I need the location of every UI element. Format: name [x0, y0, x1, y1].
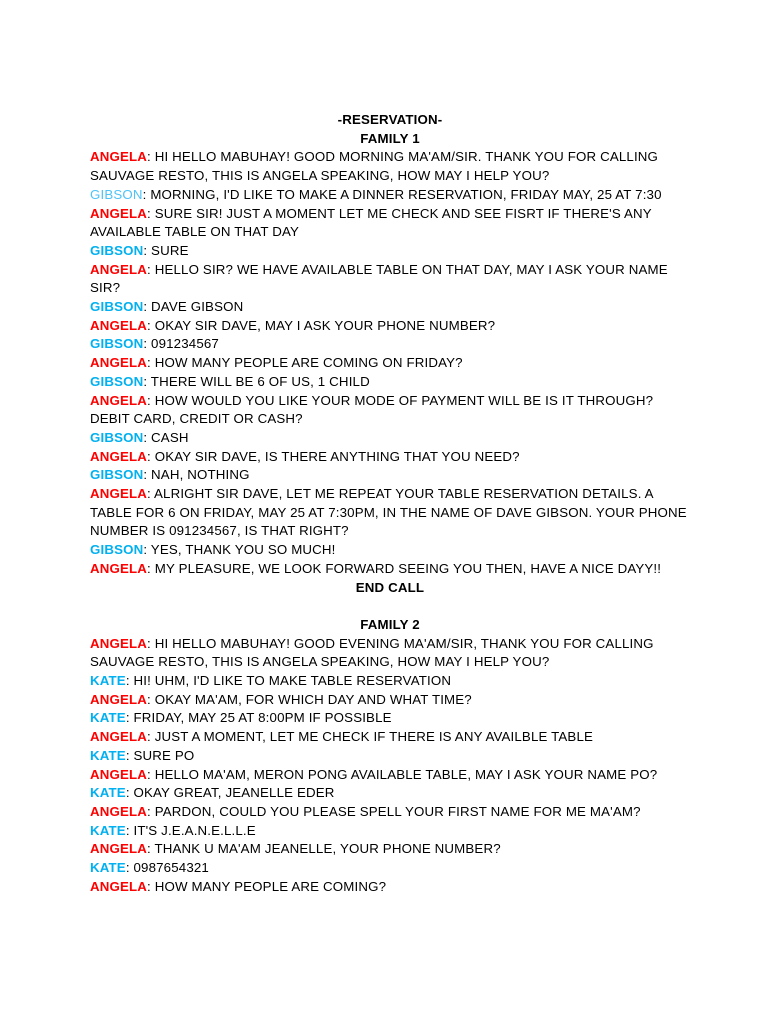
- speaker-name: ANGELA: [90, 878, 148, 894]
- dialogue-text: : OKAY SIR DAVE, MAY I ASK YOUR PHONE NUMBER?: [147, 317, 496, 333]
- speaker-name: ANGELA: [90, 149, 148, 165]
- family-1-heading: FAMILY 1: [360, 130, 420, 146]
- dialogue-text: : 0987654321: [125, 860, 209, 876]
- dialogue-text: : HELLO SIR? WE HAVE AVAILABLE TABLE ON THAT DAY, MAY I ASK YOUR NAME SIR?: [90, 261, 668, 296]
- speaker-name: KATE: [90, 785, 126, 801]
- dialogue-line: [90, 261, 690, 298]
- speaker-name: ANGELA: [90, 635, 148, 651]
- dialogue-line: [90, 803, 690, 822]
- speaker-name: ANGELA: [90, 392, 148, 408]
- dialogue-line: [90, 541, 690, 560]
- dialogue-line: [90, 878, 690, 897]
- speaker-name: KATE: [90, 673, 126, 689]
- speaker-name: ANGELA: [90, 355, 148, 371]
- dialogue-line: [90, 747, 690, 766]
- speaker-name: ANGELA: [90, 841, 148, 857]
- dialogue-text: : MY PLEASURE, WE LOOK FORWARD SEEING YOU THEN, HAVE A NICE DAYY!!: [147, 560, 662, 576]
- dialogue-text: : JUST A MOMENT, LET ME CHECK IF THERE IS ANY AVAILBLE TABLE: [147, 729, 594, 745]
- speaker-name: ANGELA: [90, 205, 148, 221]
- speaker-name: GIBSON: [90, 336, 144, 352]
- dialogue-line: [90, 728, 690, 747]
- speaker-name: ANGELA: [90, 261, 148, 277]
- speaker-name: KATE: [90, 822, 126, 838]
- dialogue-line: [90, 560, 690, 579]
- dialogue-line: [90, 822, 690, 841]
- speaker-name: KATE: [90, 747, 126, 763]
- speaker-name: ANGELA: [90, 317, 148, 333]
- dialogue-line: [90, 186, 690, 205]
- dialogue-text: : OKAY MA'AM, FOR WHICH DAY AND WHAT TIME?: [147, 691, 472, 707]
- speaker-name: ANGELA: [90, 804, 148, 819]
- dialogue-text: : SURE PO: [125, 747, 195, 763]
- dialogue-text: : NAH, NOTHING: [143, 467, 250, 483]
- speaker-name: KATE: [90, 860, 126, 876]
- dialogue-text: : THERE WILL BE 6 OF US, 1 CHILD: [143, 373, 370, 389]
- speaker-name: ANGELA: [90, 560, 148, 576]
- dialogue-line: [90, 635, 690, 672]
- speaker-name: GIBSON: [90, 242, 144, 258]
- dialogue-text: : YES, THANK YOU SO MUCH!: [143, 542, 336, 558]
- dialogue-line: [90, 335, 690, 354]
- speaker-name: GIBSON: [90, 299, 144, 315]
- dialogue-line: [90, 317, 690, 336]
- dialogue-text: : OKAY GREAT, JEANELLE EDER: [125, 785, 335, 801]
- speaker-name: GIBSON: [90, 429, 144, 445]
- dialogue-line: [90, 672, 690, 691]
- dialogue-text: : SURE: [143, 242, 189, 258]
- dialogue-line: [90, 354, 690, 373]
- dialogue-text: : MORNING, I'D LIKE TO MAKE A DINNER RESERVATION, FRIDAY MAY, 25 AT 7:30: [142, 186, 662, 202]
- dialogue-line: [90, 205, 690, 242]
- dialogue-text: : HELLO MA'AM, MERON PONG AVAILABLE TABLE, MAY I ASK YOUR NAME PO?: [147, 766, 658, 782]
- speaker-name: GIBSON: [90, 186, 143, 202]
- dialogue-line: [90, 148, 690, 185]
- document-title: -RESERVATION-: [337, 112, 443, 127]
- speaker-name: ANGELA: [90, 766, 148, 782]
- dialogue-line: [90, 859, 690, 878]
- dialogue-line: [90, 429, 690, 448]
- dialogue-text: : ALRIGHT SIR DAVE, LET ME REPEAT YOUR TABLE RESERVATION DETAILS. A TABLE FOR 6 ON FRIDAY, MAY 25 AT 7:30PM, IN THE NAME OF DAVE GIBSON. YOUR PHONE NUMBER IS 091234567, IS THAT RIGHT?: [90, 486, 687, 539]
- dialogue-text: : HI HELLO MABUHAY! GOOD MORNING MA'AM/SIR. THANK YOU FOR CALLING SAUVAGE RESTO, THIS IS ANGELA SPEAKING, HOW MAY I HELP YOU?: [90, 149, 659, 184]
- dialogue-line: [90, 691, 690, 710]
- dialogue-line: [90, 466, 690, 485]
- end-call-label: END CALL: [355, 579, 425, 595]
- dialogue-line: [90, 766, 690, 785]
- dialogue-line: [90, 298, 690, 317]
- dialogue-line: [90, 373, 690, 392]
- dialogue-text: : HI! UHM, I'D LIKE TO MAKE TABLE RESERVATION: [125, 673, 452, 689]
- dialogue-text: : IT'S J.E.A.N.E.L.L.E: [125, 822, 256, 838]
- dialogue-text: : FRIDAY, MAY 25 AT 8:00PM IF POSSIBLE: [125, 710, 392, 726]
- document-page: [90, 111, 690, 897]
- speaker-name: GIBSON: [90, 373, 144, 389]
- dialogue-text: : OKAY SIR DAVE, IS THERE ANYTHING THAT YOU NEED?: [147, 448, 520, 464]
- dialogue-text: : HI HELLO MABUHAY! GOOD EVENING MA'AM/SIR, THANK YOU FOR CALLING SAUVAGE RESTO, THIS IS ANGELA SPEAKING, HOW MAY I HELP YOU?: [90, 635, 654, 670]
- dialogue-text: : DAVE GIBSON: [143, 299, 244, 315]
- dialogue-line: [90, 448, 690, 467]
- dialogue-line: [90, 840, 690, 859]
- family-2-heading: FAMILY 2: [360, 616, 420, 632]
- speaker-name: GIBSON: [90, 542, 144, 558]
- dialogue-line: [90, 392, 690, 429]
- dialogue-text: : 091234567: [143, 336, 219, 352]
- speaker-name: ANGELA: [90, 486, 148, 502]
- dialogue-line: [90, 709, 690, 728]
- dialogue-text: : THANK U MA'AM JEANELLE, YOUR PHONE NUMBER?: [147, 841, 501, 857]
- speaker-name: GIBSON: [90, 467, 144, 483]
- family-1-dialogue: [90, 148, 690, 578]
- dialogue-text: : HOW MANY PEOPLE ARE COMING ON FRIDAY?: [147, 355, 463, 371]
- speaker-name: ANGELA: [90, 729, 148, 745]
- dialogue-text: : HOW MANY PEOPLE ARE COMING?: [147, 878, 387, 894]
- speaker-name: ANGELA: [90, 691, 148, 707]
- family-2-dialogue: [90, 635, 690, 897]
- dialogue-line: [90, 485, 690, 541]
- dialogue-text: : CASH: [143, 429, 189, 445]
- dialogue-text: : PARDON, COULD YOU PLEASE SPELL YOUR FIRST NAME FOR ME MA'AM?: [147, 804, 641, 819]
- dialogue-text: : SURE SIR! JUST A MOMENT LET ME CHECK AND SEE FISRT IF THERE'S ANY AVAILABLE TABLE ON THAT DAY: [90, 205, 652, 240]
- speaker-name: KATE: [90, 710, 126, 726]
- speaker-name: ANGELA: [90, 448, 148, 464]
- dialogue-line: [90, 784, 690, 803]
- section-spacer: [90, 597, 690, 616]
- dialogue-line: [90, 242, 690, 261]
- dialogue-text: : HOW WOULD YOU LIKE YOUR MODE OF PAYMENT WILL BE IS IT THROUGH? DEBIT CARD, CREDIT OR CASH?: [90, 392, 654, 427]
